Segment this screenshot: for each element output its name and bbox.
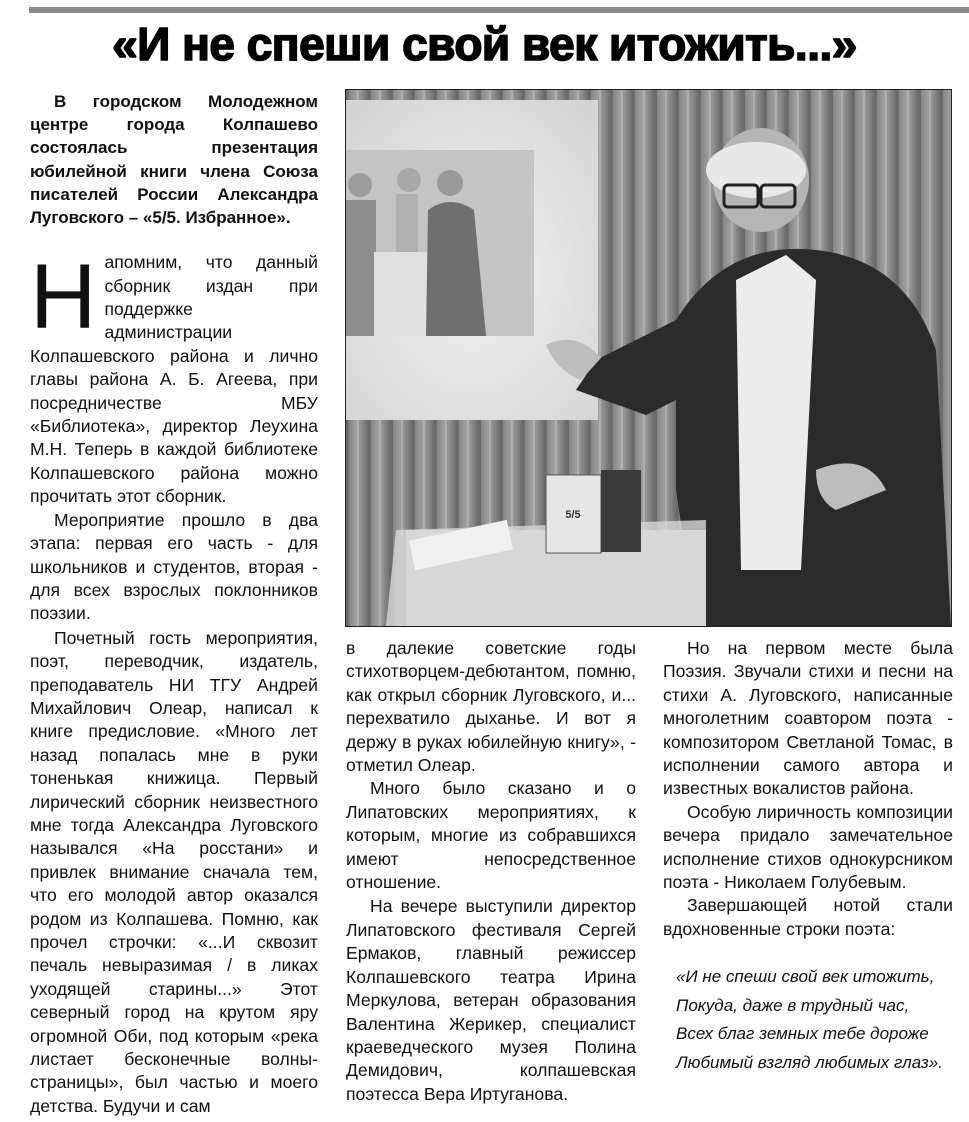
- paragraph: Особую лиричность композиции вечера придало замечательное исполнение стихов однокурсником поэта - Николаем Голубевым.: [663, 801, 953, 893]
- poem-line: Всех благ земных тебе дороже: [676, 1024, 929, 1044]
- article-headline: «И не спеши свой век итожить...»: [112, 18, 857, 70]
- paragraph: Почетный гость мероприятия, поэт, переводчик, издатель, преподаватель НИ ТГУ Андрей Михайлович Олеар, написал к книге предисловие. «Много лет назад попалась мне в руки тоненькая книжица. Первый лирический сборник неизвестного мне тогда Александра Луговского назывался «На росстани» и привлек внимание сначала тем, что его молодой автор оказался родом из Колпашева. Помню, как прочел строчки: «...И сквозит печаль невыразимая / в ликах уходящей старины...» Этот северный город на крутом яру огромной Оби, под которым «река листает бесконечные волны-страницы», был частью и моего детства. Будучи и сам: [30, 627, 318, 1116]
- paragraph: На вечере выступили директор Липатовского фестиваля Сергей Ермаков, главный режиссер Колпашевского театра Ирина Меркулова, ветеран образования Валентина Жерикер, специалист краеведческого музея Полина Демидович, колпашевская поэтесса Вера Иртуганова.: [346, 896, 636, 1104]
- top-rule: [29, 7, 969, 13]
- poem-quote: [663, 963, 953, 1077]
- poem-line: Любимый взгляд любимых глаз».: [676, 1052, 943, 1072]
- paragraph: Много было сказано и о Липатовских мероприятиях, к которым, многие из собравшихся имеют непосредственное отношение.: [346, 778, 636, 893]
- paragraph: [30, 251, 318, 508]
- poem-line: Покуда, даже в трудный час,: [676, 995, 910, 1015]
- column-3: [663, 637, 953, 1077]
- article-photo: [345, 89, 952, 627]
- projection-screen: [346, 100, 598, 420]
- drop-cap: Н: [30, 251, 97, 344]
- column-2: [346, 637, 636, 1106]
- column-1: [30, 90, 318, 1118]
- paragraph: Завершающей нотой стали вдохновенные строки поэта:: [663, 895, 953, 939]
- article-lead: В городском Молодежном центре города Колпашево состоялась презентация юбилейной книги члена Союза писателей России Александра Луговского – «5/5. Избранное».: [30, 92, 318, 228]
- photo-illustration: [346, 90, 951, 626]
- paragraph-text: апомним, что данный сборник издан при поддержке администрации Колпашевского района и лично главы района А. Б. Агеева, при посредничестве МБУ «Библиотека», директор Леухина М.Н. Теперь в каждой библиотеке Колпашевского района можно прочитать этот сборник.: [30, 252, 318, 507]
- poem-line: «И не спеши свой век итожить,: [676, 967, 935, 987]
- paragraph: Мероприятие прошло в два этапа: первая его часть - для школьников и студентов, вторая - для всех взрослых поклонников поэзии.: [30, 509, 318, 624]
- paragraph: Но на первом месте была Поэзия. Звучали стихи и песни на стихи А. Луговского, написанные многолетним соавтором поэта - композитором Светланой Томас, в исполнении самого автора и известных вокалистов района.: [663, 638, 953, 799]
- paragraph: в далекие советские годы стихотворцем-дебютантом, помню, как открыл сборник Луговского, и... перехватило дыханье. И вот я держу в руках юбилейную книгу», - отметил Олеар.: [346, 638, 636, 776]
- book-cover-title: 5/5: [565, 509, 581, 521]
